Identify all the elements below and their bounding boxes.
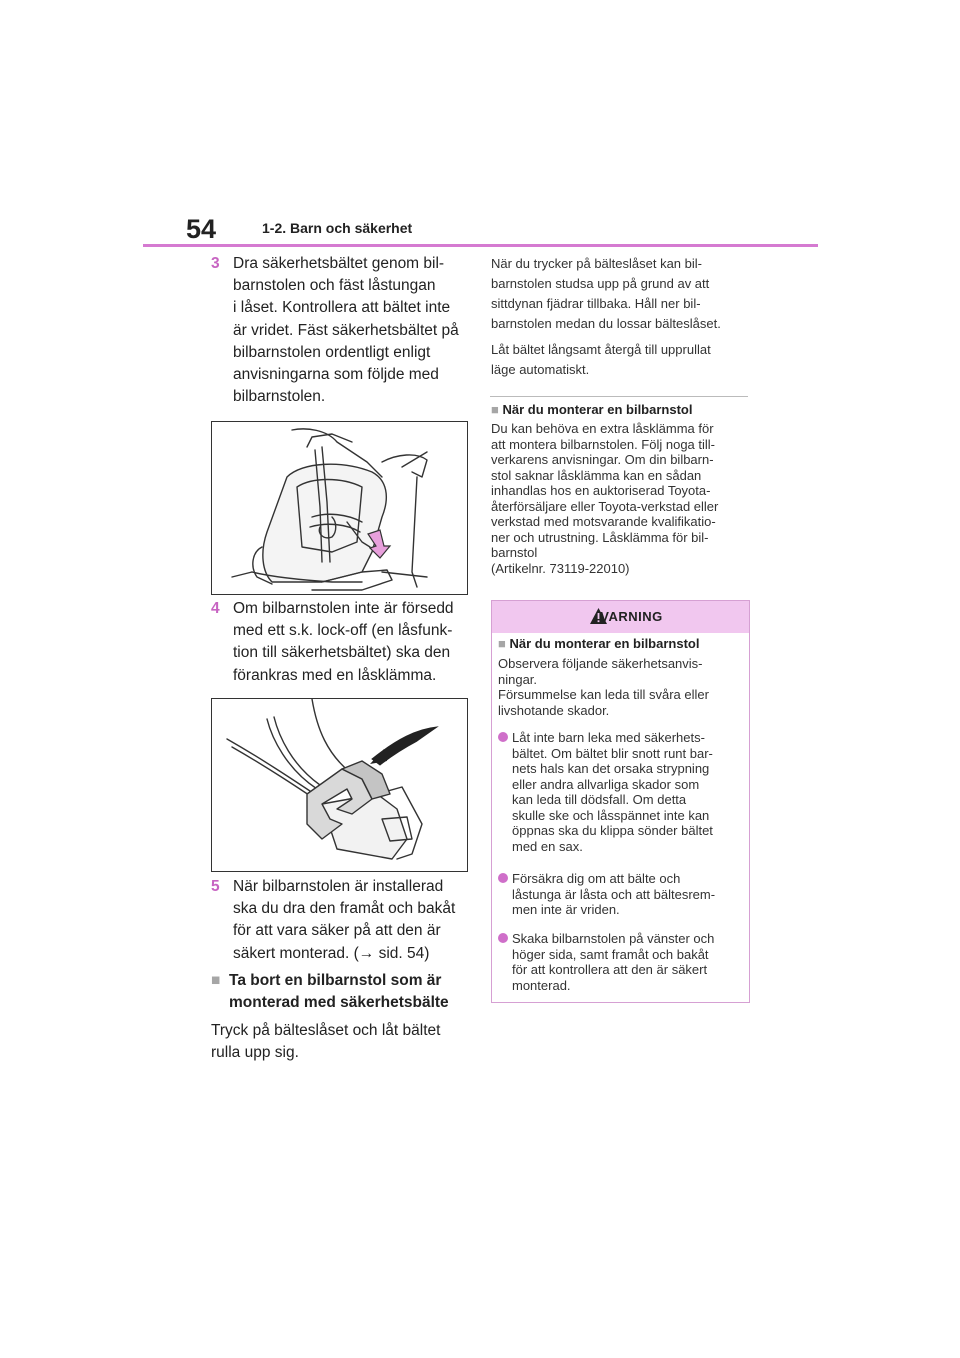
note-belt-retract: Låt bältet långsamt återgå till upprullat läge automatiskt. xyxy=(491,342,711,377)
child-seat-illustration xyxy=(211,421,468,595)
step-3 xyxy=(211,253,471,413)
chapter-title: 1-2. Barn och säkerhet xyxy=(262,220,413,236)
step-5 xyxy=(211,876,471,968)
divider xyxy=(490,396,748,397)
note-buckle-release: När du trycker på bälteslåset kan bil- barnstolen studsa upp på grund av att sittdynan fjädrar tillbaka. Håll ner bil- barnstolen medan du lossar bälteslåset. xyxy=(491,256,721,331)
subheading-install-seat: ■ När du monterar en bilbarnstol xyxy=(491,402,693,417)
step-text: När bilbarnstolen är installerad ska du dra den framåt och bakåt för att vara säker på att den är säkert monterad. (→ sid. 54) xyxy=(233,878,456,962)
step-number: 3 xyxy=(211,255,220,272)
warning-subheading: ■ När du monterar en bilbarnstol xyxy=(498,636,700,651)
warning-intro: Observera följande säkerhetsanvis- ningar. Försummelse kan leda till svåra eller livshotande skador. xyxy=(498,656,709,718)
warning-bullet-2: Försäkra dig om att bälte och låstunga är låsta och att bältesrem- men inte är vriden. xyxy=(498,871,748,919)
header-rule xyxy=(143,244,818,247)
step-number: 4 xyxy=(211,600,220,617)
step-text: Dra säkerhetsbältet genom bil- barnstolen och fäst låstungan i låset. Kontrollera att bältet inte är vridet. Fäst säkerhetsbältet på bilbarnstolen ordentligt enligt anvisningarna som följde med bilbarnstolen. xyxy=(233,255,459,406)
warning-label: VARNING xyxy=(600,609,663,624)
install-seat-text: Du kan behöva en extra låsklämma för att montera bilbarnstolen. Följ noga till- verkarens anvisningar. Om din bilbarn- stol saknar låsklämma kan en sådan inhandlas hos en auktoriserad Toyota- återförsäljare eller Toyota-verkstad eller verkstad med motsvarande kvalifikatio- ner och utrustning. Låsklämma för bil- barnstol (Artikelnr. 73119-22010) xyxy=(491,421,719,576)
step-4 xyxy=(211,598,471,690)
warning-header xyxy=(492,601,749,633)
step-text: Om bilbarnstolen inte är försedd med ett s.k. lock-off (en låsfunk- tion till säkerhetsbältet) ska den förankras med en låsklämma. xyxy=(233,600,454,684)
warning-bullet-3: Skaka bilbarnstolen på vänster och höger sida, samt framåt och bakåt för att kontrollera att den är säkert monterad. xyxy=(498,931,748,995)
paragraph-release-buckle: Tryck på bälteslåset och låt bältet rulla upp sig. xyxy=(211,1022,441,1061)
pink-dot-icon xyxy=(498,873,508,883)
gray-square-icon: ■ xyxy=(498,636,506,651)
section-heading-remove-seat: ■ Ta bort en bilbarnstol som är monterad med säkerhetsbälte xyxy=(211,972,449,1011)
page-number: 54 xyxy=(186,214,217,244)
warning-bullet-1: Låt inte barn leka med säkerhets- bältet. Om bältet blir snott runt bar- nets hals kan det orsaka strypning eller andra allvarliga skador som kan leda till dödsfall. Om detta skulle ske och låsspännet inte kan öppnas ska du klippa sönder bältet med en sax. xyxy=(498,730,748,856)
gray-square-icon: ■ xyxy=(491,402,499,417)
step-number: 5 xyxy=(211,878,220,895)
locking-clip-illustration xyxy=(211,698,468,872)
locking-clip-drawing xyxy=(212,699,467,871)
child-seat-drawing xyxy=(212,422,467,594)
pink-dot-icon xyxy=(498,933,508,943)
pink-dot-icon xyxy=(498,732,508,742)
warning-box xyxy=(491,600,750,1003)
gray-square-icon: ■ xyxy=(211,972,221,989)
